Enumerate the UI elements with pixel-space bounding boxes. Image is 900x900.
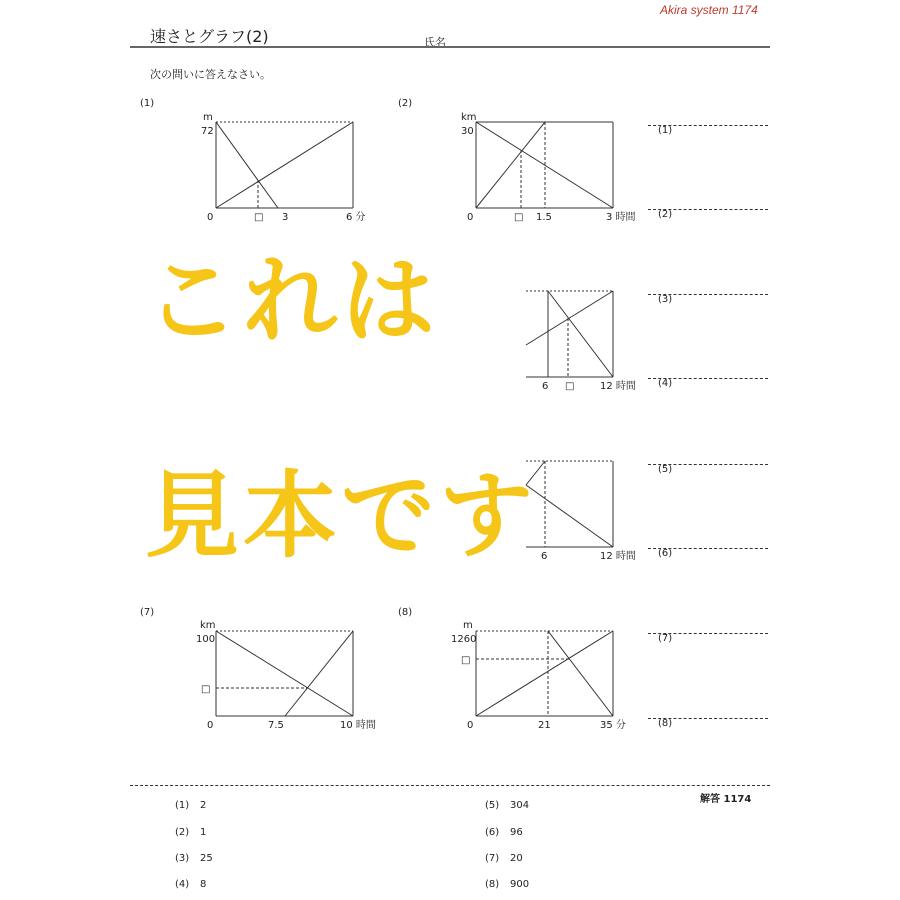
graph1-x-tick-3: 6 分 — [346, 212, 366, 223]
answer-blank-7[interactable] — [648, 633, 768, 634]
graph8-x-tick-1: 21 — [538, 720, 551, 731]
graph2-x-tick-3: 3 時間 — [606, 212, 636, 223]
answer-key-value-1: 2 — [200, 800, 207, 811]
graph8-y-box: □ — [461, 655, 471, 666]
graph-3 — [526, 291, 613, 377]
answer-key-heading: 解答 1174 — [700, 794, 752, 805]
graph3-x-tick-0: 6 — [542, 381, 549, 392]
graph1-y-unit: m — [203, 112, 213, 123]
graph7-x-tick-2: 10 時間 — [340, 720, 376, 731]
graph1-x-tick-2: 3 — [282, 212, 289, 223]
answer-key-num-6: (6) — [485, 827, 500, 838]
answer-blank-6-label: (6) — [658, 548, 673, 559]
answer-blank-4[interactable] — [648, 378, 768, 379]
instruction-text: 次の問いに答えなさい。 — [150, 68, 271, 81]
graph4-x-tick-0: 6 — [541, 551, 548, 562]
graph1-x-tick-1: □ — [254, 212, 264, 223]
answer-key-value-5: 304 — [510, 800, 530, 811]
brand-label: Akira system 1174 — [660, 3, 758, 17]
answer-key-num-1: (1) — [175, 800, 190, 811]
graph7-y-tick: 100 — [196, 634, 216, 645]
answer-blank-8-label: (8) — [658, 718, 673, 729]
name-label: 氏名 — [424, 36, 446, 49]
answer-key-value-3: 25 — [200, 853, 213, 864]
answer-key-num-2: (2) — [175, 827, 190, 838]
answer-blank-3-label: (3) — [658, 294, 673, 305]
graph1-y-tick: 72 — [201, 126, 214, 137]
answer-blank-1[interactable] — [648, 125, 768, 126]
answer-blank-2[interactable] — [648, 209, 768, 210]
graph-7 — [216, 631, 353, 716]
graph4-x-tick-1: 12 時間 — [600, 551, 636, 562]
worksheet-title: 速さとグラフ(2) — [150, 27, 269, 46]
graph7-y-unit: km — [200, 620, 216, 631]
graph8-y-tick: 1260 — [451, 634, 477, 645]
problem-7-label: (7) — [140, 607, 155, 618]
answer-key-value-7: 20 — [510, 853, 523, 864]
graph8-y-unit: m — [463, 620, 473, 631]
answer-blank-6[interactable] — [648, 548, 768, 549]
graph2-y-unit: km — [461, 112, 477, 123]
problem-2-label: (2) — [398, 98, 413, 109]
answer-blank-4-label: (4) — [658, 378, 673, 389]
graph3-x-tick-2: 12 時間 — [600, 381, 636, 392]
graph2-x-tick-0: 0 — [467, 212, 474, 223]
graph-8 — [476, 631, 613, 716]
graph8-x-tick-0: 0 — [467, 720, 474, 731]
answer-key-num-8: (8) — [485, 879, 500, 890]
sample-watermark-line-2: 見本です — [145, 462, 538, 571]
graph1-x-tick-0: 0 — [207, 212, 214, 223]
problem-1-label: (1) — [140, 98, 155, 109]
answer-blank-3[interactable] — [648, 294, 768, 295]
graph7-x-tick-0: 0 — [207, 720, 214, 731]
answer-key-value-4: 8 — [200, 879, 207, 890]
answer-key-num-3: (3) — [175, 853, 190, 864]
graph3-x-tick-1: □ — [565, 381, 575, 392]
graph2-x-tick-1: □ — [514, 212, 524, 223]
graph8-x-tick-2: 35 分 — [600, 720, 626, 731]
sample-watermark-line-1: これは — [145, 247, 440, 356]
answer-key-num-4: (4) — [175, 879, 190, 890]
problem-8-label: (8) — [398, 607, 413, 618]
answer-key-num-7: (7) — [485, 853, 500, 864]
answer-blank-8[interactable] — [648, 718, 768, 719]
answer-key-value-2: 1 — [200, 827, 207, 838]
graph2-y-tick: 30 — [461, 126, 474, 137]
graph-1 — [216, 122, 353, 208]
answer-key-value-6: 96 — [510, 827, 523, 838]
answer-blank-5-label: (5) — [658, 464, 673, 475]
graph2-x-tick-2: 1.5 — [536, 212, 552, 223]
answer-blank-7-label: (7) — [658, 633, 673, 644]
answer-blank-2-label: (2) — [658, 209, 673, 220]
graph7-y-box: □ — [201, 684, 211, 695]
cut-line — [130, 785, 770, 786]
graph-4 — [526, 461, 613, 547]
graph-2 — [476, 122, 613, 208]
answer-key-value-8: 900 — [510, 879, 530, 890]
graph7-x-tick-1: 7.5 — [268, 720, 284, 731]
answer-blank-1-label: (1) — [658, 125, 673, 136]
answer-blank-5[interactable] — [648, 464, 768, 465]
answer-key-num-5: (5) — [485, 800, 500, 811]
